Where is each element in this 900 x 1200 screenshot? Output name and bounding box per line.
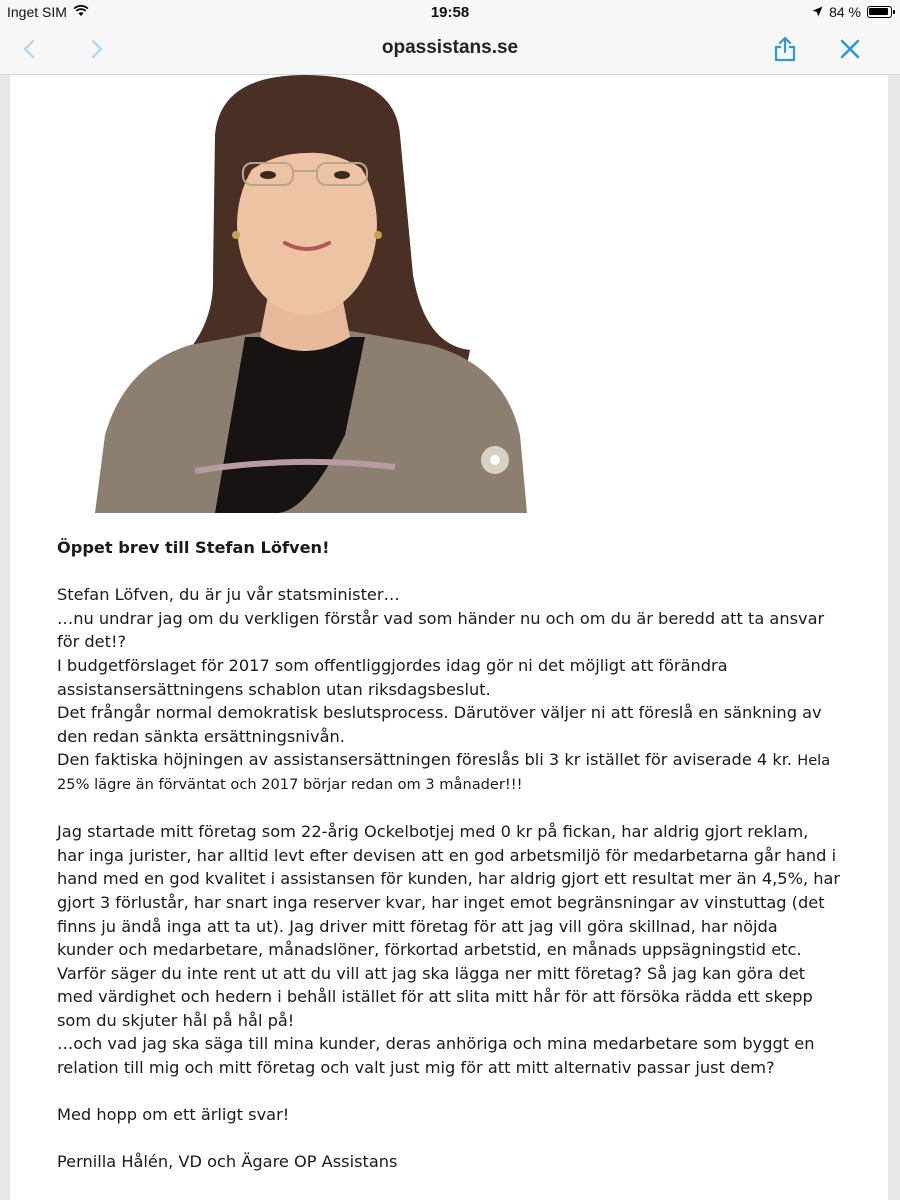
article-line: med värdighet och hedern i behåll istället för att slita mitt hår för att försöka rädda ett skepp xyxy=(57,987,813,1007)
page-margin-right xyxy=(888,75,900,1200)
share-icon xyxy=(773,36,797,62)
article-line-small: 25% lägre än förväntat och 2017 börjar redan om 3 månader!!! xyxy=(57,775,523,793)
article-line: gjort 3 förlustår, har snart inga reserver kvar, har inget emot begränsningar av vinstuttag (det xyxy=(57,892,825,912)
battery-percent: 84 % xyxy=(829,4,861,20)
browser-nav-bar xyxy=(0,24,900,75)
battery-icon xyxy=(867,6,892,18)
article-line: den redan sänkta ersättningsnivån. xyxy=(57,726,345,746)
article-line: hand med en god kvalitet i assistansen för kunden, har aldrig gjort ett resultat mer än 4,5%, har xyxy=(57,869,841,889)
article-line: Det frångår normal demokratisk beslutsprocess. Därutöver väljer ni att föreslå en sänkning av xyxy=(57,703,822,723)
article-line: Stefan Löfven, du är ju vår statsminister… xyxy=(57,585,400,605)
status-bar xyxy=(0,0,900,24)
article-line: I budgetförslaget för 2017 som offentliggjordes idag gör ni det möjligt att förändra xyxy=(57,655,728,675)
clock: 19:58 xyxy=(430,4,470,21)
page-domain: opassistans.se xyxy=(381,37,519,58)
article-signature: Pernilla Hålén, VD och Ägare OP Assistans xyxy=(57,1152,398,1172)
article-line-main: Den faktiska höjningen av assistansersättningen föreslås bli 3 kr istället för aviserade 4 kr. xyxy=(57,750,793,770)
location-arrow-icon xyxy=(812,4,823,20)
status-right xyxy=(812,4,892,20)
page-margin-left xyxy=(0,75,10,1200)
article-line: …nu undrar jag om du verkligen förstår vad som händer nu och om du är beredd att ta ansvar xyxy=(57,608,825,628)
article-line: kunder och medarbetare, månadslöner, förkortad arbetstid, en månads uppsägningstid etc. xyxy=(57,940,802,960)
article-body xyxy=(57,536,847,1174)
article-line: Varför säger du inte rent ut att du vill att jag ska lägga ner mitt företag? Så jag kan göra det xyxy=(57,963,806,983)
close-icon xyxy=(839,38,861,60)
article-line xyxy=(57,748,847,773)
close-button[interactable] xyxy=(835,34,865,64)
article-title: Öppet brev till Stefan Löfven! xyxy=(57,538,330,557)
article-line: finns ju ändå inga att ta ut). Jag driver mitt företag för att jag vill göra skillnad, har nöjda xyxy=(57,916,778,936)
article-line: som du skjuter hål på hål på! xyxy=(57,1010,295,1030)
article-line: Jag startade mitt företag som 22-årig Ockelbotjej med 0 kr på fickan, har aldrig gjort reklam, xyxy=(57,822,809,842)
article-line: …och vad jag ska säga till mina kunder, deras anhöriga och mina medarbetare som byggt en xyxy=(57,1034,815,1054)
article-line: relation till mig och mitt företag och valt just mig för att mitt alternativ passar just dem? xyxy=(57,1058,775,1078)
carrier-label: Inget SIM xyxy=(7,4,67,20)
article-line: för det!? xyxy=(57,632,127,652)
author-portrait-image xyxy=(95,75,527,513)
article-closing: Med hopp om ett ärligt svar! xyxy=(57,1105,290,1125)
article-line-small: Hela xyxy=(797,752,831,770)
share-button[interactable] xyxy=(770,34,800,64)
article-line: assistansersättningens schablon utan riksdagsbeslut. xyxy=(57,679,491,699)
flower-pin-icon xyxy=(481,446,509,474)
article-line: har inga jurister, har alltid levt efter devisen att en god arbetsmiljö för medarbetarna går hand i xyxy=(57,845,837,865)
